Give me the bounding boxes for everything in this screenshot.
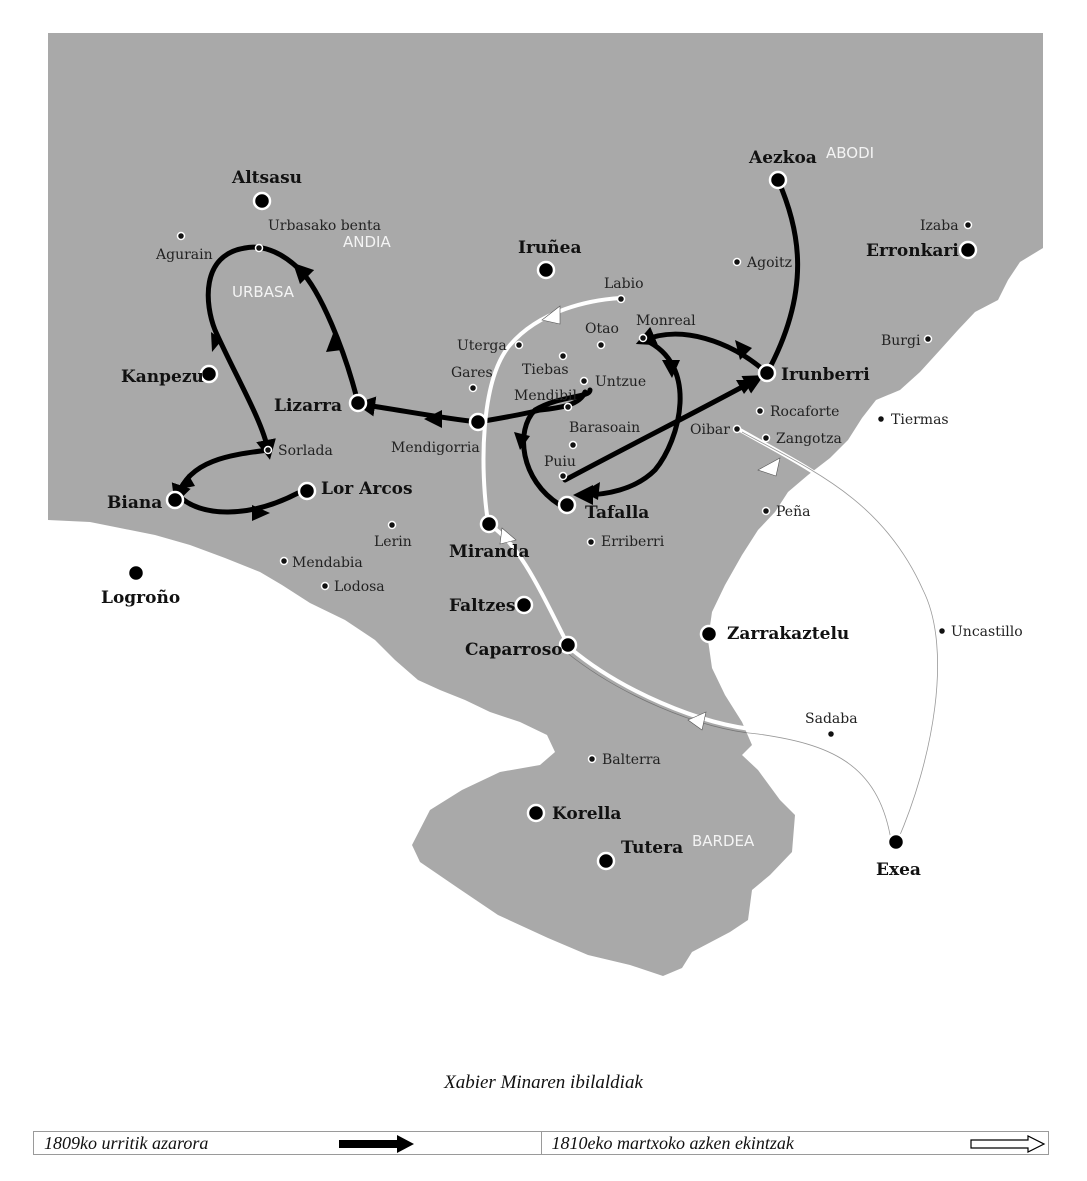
- town-label-pena: Peña: [776, 504, 811, 520]
- map-caption: Xabier Minaren ibilaldiak: [444, 1072, 643, 1093]
- town-label-erriberri: Erriberri: [601, 534, 665, 550]
- region-label-bardea: BARDEA: [692, 832, 755, 850]
- legend-label-1809: 1809ko urritik azarora: [44, 1133, 209, 1153]
- town-label-caparroso: Caparroso: [465, 640, 563, 660]
- region-label-abodi: ABODI: [826, 144, 875, 162]
- white-arrow-icon: [970, 1135, 1046, 1153]
- town-label-gares: Gares: [451, 365, 493, 381]
- region-label-andia: ANDIA: [343, 233, 391, 251]
- town-label-tiebas: Tiebas: [522, 362, 569, 378]
- town-label-altsasu: Altsasu: [232, 168, 303, 188]
- town-label-lizarra: Lizarra: [274, 396, 343, 416]
- town-label-irunea: Iruñea: [518, 238, 582, 258]
- town-label-sorlada: Sorlada: [278, 443, 333, 459]
- town-label-oibar: Oibar: [690, 422, 730, 438]
- town-label-urbasako-benta: Urbasako benta: [268, 218, 381, 234]
- town-label-kanpezu: Kanpezu: [121, 367, 204, 387]
- town-label-biana: Biana: [107, 493, 163, 513]
- town-label-zangotza: Zangotza: [776, 431, 842, 447]
- town-label-labio: Labio: [604, 276, 644, 292]
- town-label-aezkoa: Aezkoa: [749, 148, 817, 168]
- town-label-logrono: Logroño: [101, 588, 181, 608]
- town-label-exea: Exea: [876, 860, 921, 880]
- town-label-balterra: Balterra: [602, 752, 661, 768]
- town-label-untzue: Untzue: [595, 374, 647, 390]
- town-label-rocaforte: Rocaforte: [770, 404, 840, 420]
- town-label-otao: Otao: [585, 321, 619, 337]
- legend: [33, 1131, 1049, 1155]
- region-label-urbasa: URBASA: [232, 283, 295, 301]
- town-label-lerin: Lerin: [374, 534, 412, 550]
- town-label-korella: Korella: [552, 804, 622, 824]
- town-label-monreal: Monreal: [636, 313, 696, 329]
- town-label-miranda: Miranda: [449, 542, 530, 562]
- town-label-burgi: Burgi: [881, 333, 921, 349]
- town-label-barasoain: Barasoain: [569, 420, 641, 436]
- town-label-puiu: Puiu: [544, 454, 576, 470]
- town-label-uterga: Uterga: [457, 338, 507, 354]
- town-label-mendigorria: Mendigorria: [391, 440, 480, 456]
- town-label-agurain: Agurain: [156, 247, 213, 263]
- town-label-tutera: Tutera: [621, 838, 684, 858]
- town-label-faltzes: Faltzes: [449, 596, 516, 616]
- legend-label-1810: 1810eko martxoko azken ekintzak: [551, 1133, 794, 1153]
- legend-item-1809: [34, 1132, 541, 1154]
- town-label-uncastillo: Uncastillo: [951, 624, 1023, 640]
- town-label-lodosa: Lodosa: [334, 579, 385, 595]
- town-label-erronkari: Erronkari: [866, 241, 959, 261]
- town-label-sadaba: Sadaba: [805, 711, 858, 727]
- town-label-mendibil: Mendibil: [514, 388, 577, 404]
- black-arrow-icon: [339, 1135, 415, 1153]
- town-label-tiermas: Tiermas: [891, 412, 949, 428]
- town-label-agoitz: Agoitz: [747, 255, 792, 271]
- town-label-tafalla: Tafalla: [585, 503, 650, 523]
- town-label-lor-arcos: Lor Arcos: [321, 479, 413, 499]
- town-label-irunberri: Irunberri: [781, 365, 870, 385]
- legend-item-1810: [541, 1132, 1049, 1154]
- town-label-mendabia: Mendabia: [292, 555, 363, 571]
- town-label-izaba: Izaba: [920, 218, 959, 234]
- town-label-zarrakaztelu: Zarrakaztelu: [727, 624, 850, 644]
